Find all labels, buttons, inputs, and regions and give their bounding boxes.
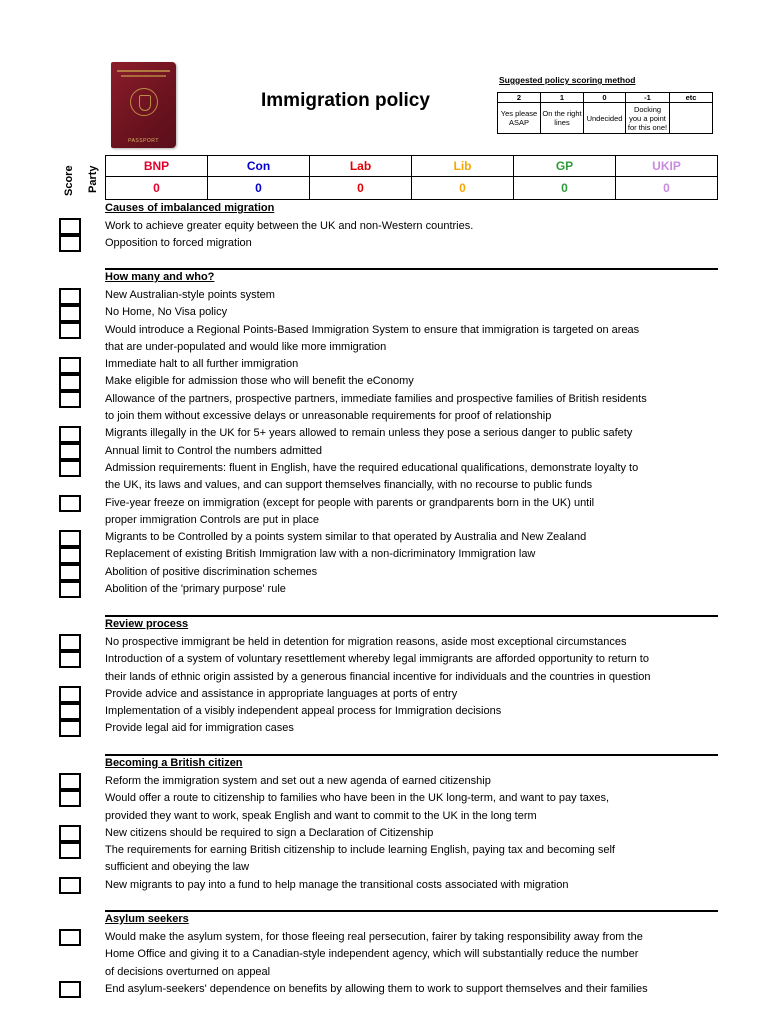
score-value: 0	[584, 93, 626, 103]
policy-item: End asylum-seekers' dependence on benefits by allowing them to work to support themselves and their families	[105, 982, 648, 995]
royal-crest-icon	[130, 88, 158, 116]
party-name-lib: Lib	[412, 156, 514, 177]
policy-item: Admission requirements: fluent in English, have the required educational qualifications, demonstrate loyalty to	[105, 461, 639, 474]
score-description: On the right lines	[541, 103, 584, 134]
score-checkbox[interactable]	[59, 634, 81, 651]
score-checkbox[interactable]	[59, 218, 81, 235]
policy-item: Migrants to be Controlled by a points system similar to that operated by Australia and New Zealand	[105, 531, 587, 544]
section-title: How many and who?	[105, 271, 215, 283]
passport-label: PASSPORT	[128, 138, 159, 144]
policy-item: New migrants to pay into a fund to help manage the transitional costs associated with migration	[105, 878, 569, 891]
party-score-bnp[interactable]: 0	[106, 177, 208, 200]
score-checkbox[interactable]	[59, 720, 81, 737]
policy-item: Would introduce a Regional Points-Based Immigration System to ensure that immigration is targeted on areas	[105, 323, 640, 336]
policy-item: Abolition of positive discrimination schemes	[105, 565, 318, 578]
score-checkbox[interactable]	[59, 981, 81, 998]
score-description	[670, 103, 713, 134]
policy-item: Opposition to forced migration	[105, 237, 252, 250]
score-checkbox[interactable]	[59, 842, 81, 859]
section-asylum	[105, 910, 718, 998]
policy-item: Provide legal aid for immigration cases	[105, 722, 294, 735]
policy-item: New Australian-style points system	[105, 289, 275, 301]
party-row-label: Party	[87, 165, 99, 193]
score-value: etc	[670, 93, 713, 103]
score-checkbox[interactable]	[59, 790, 81, 807]
section-how-many	[105, 268, 718, 598]
passport-header-line	[117, 70, 170, 72]
party-name-gp: GP	[514, 156, 616, 177]
policy-item: to join them without excessive delays or unreasonable requirements for proof of relationship	[105, 410, 552, 423]
score-checkbox[interactable]	[59, 877, 81, 894]
passport-image	[111, 62, 176, 148]
policy-item: Implementation of a visibly independent appeal process for Immigration decisions	[105, 705, 502, 718]
section-title: Asylum seekers	[105, 913, 189, 925]
party-name-lab: Lab	[310, 156, 412, 177]
policy-item: Abolition of the 'primary purpose' rule	[105, 583, 286, 596]
score-checkbox[interactable]	[59, 581, 81, 598]
section-causes	[105, 201, 718, 253]
policy-item: Five-year freeze on immigration (except for people with parents or grandparents born in the UK) until	[105, 496, 595, 509]
policy-item: the UK, its laws and values, and can support themselves financially, with no recourse to public funds	[105, 479, 593, 492]
score-checkbox[interactable]	[59, 357, 81, 374]
policy-item: Allowance of the partners, prospective partners, immediate families and prospective families of British residents	[105, 392, 647, 405]
score-checkbox[interactable]	[59, 929, 81, 946]
score-description: Docking you a point for this one!	[626, 103, 670, 134]
score-checkbox[interactable]	[59, 547, 81, 564]
policy-item: proper immigration Controls are put in place	[105, 513, 319, 526]
policy-item: Would offer a route to citizenship to families who have been in the UK long-term, and want to pay taxes,	[105, 792, 610, 805]
score-description: Yes please ASAP	[498, 103, 541, 134]
score-column-label: Score	[63, 165, 75, 196]
policy-item: sufficient and obeying the law	[105, 861, 250, 874]
score-checkbox[interactable]	[59, 288, 81, 305]
policy-item: Home Office and giving it to a Canadian-style independent agency, which will substantially reduce the number	[105, 948, 639, 961]
score-checkbox[interactable]	[59, 235, 81, 252]
score-description: Undecided	[584, 103, 626, 134]
policy-item: Immediate halt to all further immigration	[105, 358, 299, 371]
party-score-gp[interactable]: 0	[514, 177, 616, 200]
section-title: Becoming a British citizen	[105, 757, 243, 769]
score-checkbox[interactable]	[59, 530, 81, 547]
scoring-method-table	[497, 92, 713, 134]
policy-item: Annual limit to Control the numbers admitted	[105, 444, 323, 457]
score-checkbox[interactable]	[59, 322, 81, 339]
policy-item: Reform the immigration system and set out a new agenda of earned citizenship	[105, 775, 491, 787]
policy-item: The requirements for earning British citizenship to include learning English, paying tax and becoming self	[105, 844, 615, 857]
score-checkbox[interactable]	[59, 825, 81, 842]
score-checkbox[interactable]	[59, 426, 81, 443]
policy-item: their lands of ethnic origin assisted by a generous financial incentive for individuals and the countries in question	[105, 670, 651, 683]
policy-item: Replacement of existing British Immigration law with a non-dicriminatory Immigration law	[105, 548, 536, 561]
score-checkbox[interactable]	[59, 495, 81, 512]
section-title: Causes of imbalanced migration	[105, 202, 275, 214]
party-name-bnp: BNP	[106, 156, 208, 177]
section-review	[105, 615, 718, 738]
score-checkbox[interactable]	[59, 443, 81, 460]
policy-item: No Home, No Visa policy	[105, 306, 228, 319]
score-checkbox[interactable]	[59, 686, 81, 703]
policy-item: Make eligible for admission those who will benefit the eConomy	[105, 375, 414, 388]
party-score-lib[interactable]: 0	[412, 177, 514, 200]
score-value: 1	[541, 93, 584, 103]
page-title: Immigration policy	[261, 90, 430, 111]
party-score-con[interactable]: 0	[208, 177, 310, 200]
scoring-method-title: Suggested policy scoring method	[499, 75, 636, 85]
policy-item: Would make the asylum system, for those fleeing real persecution, fairer by taking responsibility away from the	[105, 931, 643, 943]
party-name-ukip: UKIP	[616, 156, 718, 177]
score-checkbox[interactable]	[59, 374, 81, 391]
policy-item: Introduction of a system of voluntary resettlement whereby legal immigrants are afforded opportunity to return to	[105, 653, 649, 666]
policy-item: provided they want to work, speak English and want to commit to the UK in the long term	[105, 809, 537, 822]
policy-item: Provide advice and assistance in appropriate languages at ports of entry	[105, 687, 458, 700]
section-citizenship	[105, 754, 718, 894]
passport-header-line	[121, 75, 166, 77]
score-checkbox[interactable]	[59, 651, 81, 668]
score-value: -1	[626, 93, 670, 103]
score-checkbox[interactable]	[59, 305, 81, 322]
score-checkbox[interactable]	[59, 773, 81, 790]
policy-item: New citizens should be required to sign a Declaration of Citizenship	[105, 826, 434, 839]
policy-item: No prospective immigrant be held in detention for migration reasons, aside most exceptional circumstances	[105, 636, 627, 648]
party-score-lab[interactable]: 0	[310, 177, 412, 200]
score-checkbox[interactable]	[59, 703, 81, 720]
policy-item: Work to achieve greater equity between the UK and non-Western countries.	[105, 220, 474, 232]
section-title: Review process	[105, 618, 189, 630]
score-checkbox[interactable]	[59, 564, 81, 581]
party-score-table	[105, 155, 718, 200]
party-score-ukip[interactable]: 0	[616, 177, 718, 200]
policy-item: Migrants illegally in the UK for 5+ years allowed to remain unless they pose a serious danger to public safety	[105, 427, 633, 440]
policy-item: of decisions overturned on appeal	[105, 965, 271, 978]
party-name-con: Con	[208, 156, 310, 177]
score-checkbox[interactable]	[59, 391, 81, 408]
policy-item: that are under-populated and would like more immigration	[105, 340, 387, 353]
score-checkbox[interactable]	[59, 460, 81, 477]
score-value: 2	[498, 93, 541, 103]
